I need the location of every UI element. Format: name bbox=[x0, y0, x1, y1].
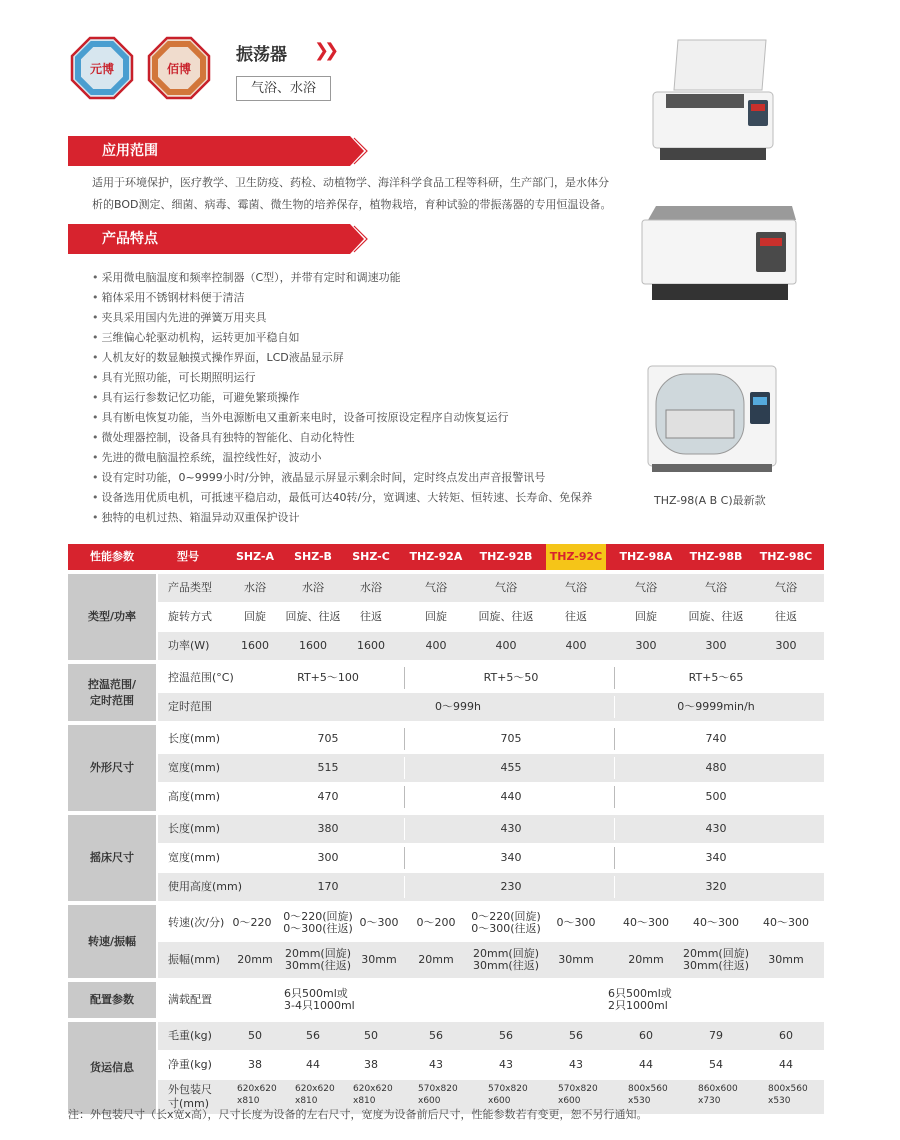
cell-divider bbox=[614, 786, 615, 808]
cell: 30mm bbox=[768, 953, 804, 966]
cell: 705 bbox=[317, 732, 339, 745]
group-control bbox=[68, 664, 824, 721]
cell: 170 bbox=[317, 880, 339, 893]
cell-divider bbox=[404, 667, 405, 689]
application-title: 应用范围 bbox=[102, 143, 158, 159]
feature-item: • 设备选用优质电机，可抵速平稳启动，最低可达40转/分，宽调速、大转矩、恒转速、长寿命、免保养 bbox=[92, 488, 632, 508]
row-load bbox=[158, 982, 824, 1018]
page-subtitle: 气浴、水浴 bbox=[236, 76, 331, 101]
cell: 44 bbox=[779, 1058, 793, 1071]
cell: 300 bbox=[775, 639, 797, 652]
group-label-line: 控温范围/ bbox=[87, 677, 137, 691]
cell-divider bbox=[614, 876, 615, 898]
row-label: 功率(W) bbox=[168, 639, 210, 652]
cell: 回旋、往返 bbox=[285, 610, 341, 623]
cell: 300 bbox=[705, 639, 727, 652]
cell: 气浴 bbox=[565, 581, 587, 594]
cell: 20mm(回旋) 30mm(往返) bbox=[284, 947, 351, 972]
cell: 1600 bbox=[299, 639, 327, 652]
cell: 50 bbox=[248, 1029, 262, 1042]
shaker-image-thz98 bbox=[646, 352, 778, 474]
feature-item: • 先进的微电脑温控系统，温控线性好，波动小 bbox=[92, 448, 632, 468]
feature-item: • 具有断电恢复功能，当外电源断电又重新来电时，设备可按原设定程序自动恢复运行 bbox=[92, 408, 632, 428]
cell: 320 bbox=[705, 880, 727, 893]
row-bed-length bbox=[158, 815, 824, 843]
cell: 230 bbox=[500, 880, 522, 893]
row-net-weight bbox=[158, 1051, 824, 1079]
row-label: 宽度(mm) bbox=[168, 761, 221, 774]
row-length bbox=[158, 725, 824, 753]
model-col: SHZ-C bbox=[352, 550, 390, 563]
row-label-line: 寸(mm) bbox=[168, 1097, 210, 1110]
row-temp-range bbox=[158, 664, 824, 692]
cell: 470 bbox=[317, 790, 339, 803]
row-label: 转速(次/分) bbox=[168, 916, 225, 929]
cell: 570x820 x600 bbox=[558, 1084, 598, 1106]
cell: 430 bbox=[705, 822, 727, 835]
group-label: 摇床尺寸 bbox=[68, 815, 156, 901]
feature-item: • 人机友好的数显触摸式操作界面，LCD液晶显示屏 bbox=[92, 348, 632, 368]
image-caption: THZ-98(A B C)最新款 bbox=[654, 494, 766, 507]
cell: 570x820 x600 bbox=[418, 1084, 458, 1106]
cell: RT+5～50 bbox=[483, 671, 539, 684]
feature-item: • 具有运行参数记忆功能，可避免繁琐操作 bbox=[92, 388, 632, 408]
feature-item: • 设有定时功能，0~9999小时/分钟，液晶显示屏显示剩余时间，定时终点发出声音报警讯号 bbox=[92, 468, 632, 488]
cell: 480 bbox=[705, 761, 727, 774]
cell: 43 bbox=[569, 1058, 583, 1071]
row-rotation bbox=[158, 603, 824, 631]
cell: 38 bbox=[364, 1058, 378, 1071]
cell: 340 bbox=[705, 851, 727, 864]
row-power bbox=[158, 632, 824, 660]
group-label bbox=[68, 664, 156, 721]
cell: 水浴 bbox=[302, 581, 324, 594]
group-dimensions bbox=[68, 725, 824, 811]
application-banner bbox=[68, 136, 368, 166]
row-label: 控温范围(°C) bbox=[168, 671, 234, 684]
cell: 43 bbox=[429, 1058, 443, 1071]
footnote: 注：外包装尺寸（长x宽x高），尺寸长度为设备的左右尺寸，宽度为设备前后尺寸，性能参数若有变更，恕不另行通知。 bbox=[68, 1108, 648, 1121]
cell: 往返 bbox=[775, 610, 797, 623]
cell: 455 bbox=[500, 761, 522, 774]
cell-divider bbox=[614, 728, 615, 750]
group-label: 转速/振幅 bbox=[68, 905, 156, 978]
cell-divider bbox=[614, 757, 615, 779]
cell: 800x560 x530 bbox=[768, 1084, 808, 1106]
cell-divider bbox=[614, 667, 615, 689]
cell: 0～999h bbox=[435, 700, 481, 713]
cell: 60 bbox=[639, 1029, 653, 1042]
cell: 620x620 x810 bbox=[295, 1084, 335, 1106]
cell: 54 bbox=[709, 1058, 723, 1071]
cell: 回旋 bbox=[244, 610, 266, 623]
group-speed-amplitude bbox=[68, 905, 824, 978]
group-label: 外形尺寸 bbox=[68, 725, 156, 811]
cell: 30mm bbox=[361, 953, 397, 966]
cell-divider bbox=[404, 818, 405, 840]
cell-divider bbox=[614, 818, 615, 840]
group-label-line: 定时范围 bbox=[90, 693, 134, 707]
cell: 0～220(回旋) 0～300(往返) bbox=[283, 910, 353, 935]
application-text: 适用于环境保护，医疗教学、卫生防疫、药检、动植物学、海洋科学食品工程等科研，生产部门，是水体分析的BOD测定、细菌、病毒、霉菌、微生物的培养保存，植物栽培，育种试验的带振荡器的专用恒温设备。 bbox=[92, 176, 612, 211]
row-bed-height bbox=[158, 873, 824, 901]
cell: 340 bbox=[500, 851, 522, 864]
cell: 20mm bbox=[628, 953, 664, 966]
spec-table bbox=[68, 544, 824, 1114]
cell: 40～300 bbox=[693, 916, 739, 929]
feature-item: • 三维偏心轮驱动机构，运转更加平稳自如 bbox=[92, 328, 632, 348]
cell: 回旋 bbox=[635, 610, 657, 623]
feature-item: • 采用微电脑温度和频率控制器（C型），并带有定时和调速功能 bbox=[92, 268, 632, 288]
cell: 50 bbox=[364, 1029, 378, 1042]
row-label: 长度(mm) bbox=[168, 732, 221, 745]
cell: 20mm bbox=[237, 953, 273, 966]
row-label: 定时范围 bbox=[168, 700, 212, 713]
shaker-image-water-bath bbox=[638, 198, 800, 308]
feature-item: • 独特的电机过热、箱温异动双重保护设计 bbox=[92, 508, 632, 528]
cell: 20mm bbox=[418, 953, 454, 966]
cell: 440 bbox=[500, 790, 522, 803]
group-label: 类型/功率 bbox=[68, 574, 156, 660]
cell: 56 bbox=[499, 1029, 513, 1042]
cell: 740 bbox=[705, 732, 727, 745]
row-gross-weight bbox=[158, 1022, 824, 1050]
cell: 500 bbox=[705, 790, 727, 803]
row-height bbox=[158, 783, 824, 811]
cell: 56 bbox=[429, 1029, 443, 1042]
cell: 20mm(回旋) 30mm(往返) bbox=[682, 947, 749, 972]
yuanbo-logo bbox=[70, 36, 134, 100]
cell: 0～300 bbox=[556, 916, 596, 929]
cell: 800x560 x530 bbox=[628, 1084, 668, 1106]
spec-header-label: 性能参数 bbox=[90, 550, 134, 563]
group-shipping bbox=[68, 1022, 824, 1114]
cell: 0～200 bbox=[416, 916, 456, 929]
row-label: 旋转方式 bbox=[168, 610, 212, 623]
group-type-power bbox=[68, 574, 824, 660]
row-label: 净重(kg) bbox=[168, 1058, 212, 1071]
cell: 气浴 bbox=[425, 581, 447, 594]
cell: 860x600 x730 bbox=[698, 1084, 738, 1106]
cell: 400 bbox=[425, 639, 447, 652]
cell-divider bbox=[404, 757, 405, 779]
cell: 1600 bbox=[357, 639, 385, 652]
model-col: THZ-98A bbox=[619, 550, 673, 563]
model-col: THZ-92A bbox=[409, 550, 463, 563]
cell: 43 bbox=[499, 1058, 513, 1071]
spec-model-label: 型号 bbox=[177, 550, 199, 563]
cell: 水浴 bbox=[360, 581, 382, 594]
cell-divider bbox=[614, 696, 615, 718]
cell: 0～220(回旋) 0～300(往返) bbox=[471, 910, 541, 935]
cell: 0～220 bbox=[232, 916, 272, 929]
shaker-image-open-lid bbox=[650, 36, 776, 168]
page-title: 振荡器 bbox=[236, 45, 287, 65]
cell: 气浴 bbox=[495, 581, 517, 594]
cell: 620x620 x810 bbox=[353, 1084, 393, 1106]
row-label: 毛重(kg) bbox=[168, 1029, 212, 1042]
row-label: 振幅(mm) bbox=[168, 953, 221, 966]
cell: 60 bbox=[779, 1029, 793, 1042]
cell: 20mm(回旋) 30mm(往返) bbox=[472, 947, 539, 972]
cell: RT+5～65 bbox=[688, 671, 744, 684]
group-config bbox=[68, 982, 824, 1018]
cell: 往返 bbox=[565, 610, 587, 623]
cell-divider bbox=[404, 876, 405, 898]
cell: 44 bbox=[306, 1058, 320, 1071]
row-label: 高度(mm) bbox=[168, 790, 221, 803]
model-col: THZ-98C bbox=[759, 550, 813, 563]
cell: 56 bbox=[569, 1029, 583, 1042]
cell: 56 bbox=[306, 1029, 320, 1042]
row-label: 满载配置 bbox=[168, 993, 212, 1006]
cell: 620x620 x810 bbox=[237, 1084, 277, 1106]
cell: 回旋、往返 bbox=[688, 610, 744, 623]
cell-divider bbox=[404, 786, 405, 808]
model-col: THZ-98B bbox=[689, 550, 743, 563]
group-label: 配置参数 bbox=[68, 982, 156, 1018]
cell: 0～300 bbox=[359, 916, 399, 929]
row-amplitude bbox=[158, 942, 824, 978]
cell: 380 bbox=[317, 822, 339, 835]
cell: 515 bbox=[317, 761, 339, 774]
feature-item: • 微处理器控制，设备具有独特的智能化、自动化特性 bbox=[92, 428, 632, 448]
model-col: SHZ-A bbox=[236, 550, 274, 563]
cell-divider bbox=[614, 847, 615, 869]
features-list bbox=[92, 268, 632, 528]
cell-divider bbox=[404, 728, 405, 750]
row-label: 产品类型 bbox=[168, 581, 212, 594]
cell: 400 bbox=[495, 639, 517, 652]
cell: 1600 bbox=[241, 639, 269, 652]
cell: 300 bbox=[635, 639, 657, 652]
cell: 回旋、往返 bbox=[478, 610, 534, 623]
cell: 水浴 bbox=[244, 581, 266, 594]
row-label-line: 外包装尺 bbox=[168, 1083, 212, 1096]
feature-item: • 箱体采用不锈钢材料便于清洁 bbox=[92, 288, 632, 308]
features-banner bbox=[68, 224, 368, 254]
cell: 气浴 bbox=[775, 581, 797, 594]
cell: 300 bbox=[317, 851, 339, 864]
row-product-type bbox=[158, 574, 824, 602]
cell: 往返 bbox=[360, 610, 382, 623]
cell: 400 bbox=[565, 639, 587, 652]
yuanbo-logo-text: 元博 bbox=[89, 62, 115, 76]
row-bed-width bbox=[158, 844, 824, 872]
row-label: 长度(mm) bbox=[168, 822, 221, 835]
spec-header-row bbox=[68, 544, 824, 570]
cell: 6只500ml或 3-4只1000ml bbox=[284, 987, 355, 1012]
baibo-logo-text: 佰博 bbox=[166, 62, 192, 76]
double-chevron-icon: ❯❯ bbox=[314, 40, 335, 61]
cell: 430 bbox=[500, 822, 522, 835]
cell: 38 bbox=[248, 1058, 262, 1071]
group-shaker-bed bbox=[68, 815, 824, 901]
cell: 570x820 x600 bbox=[488, 1084, 528, 1106]
feature-item: • 具有光照功能，可长期照明运行 bbox=[92, 368, 632, 388]
cell: 30mm bbox=[558, 953, 594, 966]
cell: 6只500ml或 2只1000ml bbox=[608, 987, 672, 1012]
cell: 40～300 bbox=[763, 916, 809, 929]
model-col-highlighted: THZ-92C bbox=[546, 544, 606, 570]
row-width bbox=[158, 754, 824, 782]
row-speed bbox=[158, 905, 824, 941]
feature-item: • 夹具采用国内先进的弹簧万用夹具 bbox=[92, 308, 632, 328]
row-label: 使用高度(mm) bbox=[168, 880, 243, 893]
row-label: 宽度(mm) bbox=[168, 851, 221, 864]
cell: 79 bbox=[709, 1029, 723, 1042]
model-col: SHZ-B bbox=[294, 550, 332, 563]
baibo-logo bbox=[147, 36, 211, 100]
cell: RT+5～100 bbox=[297, 671, 359, 684]
cell: 气浴 bbox=[705, 581, 727, 594]
cell: 705 bbox=[500, 732, 522, 745]
cell: 气浴 bbox=[635, 581, 657, 594]
row-timer-range bbox=[158, 693, 824, 721]
cell: 44 bbox=[639, 1058, 653, 1071]
features-title: 产品特点 bbox=[102, 231, 158, 247]
cell: 0～9999min/h bbox=[677, 700, 755, 713]
cell: 回旋 bbox=[425, 610, 447, 623]
cell: 40～300 bbox=[623, 916, 669, 929]
model-col: THZ-92B bbox=[479, 550, 533, 563]
cell-divider bbox=[404, 847, 405, 869]
group-label: 货运信息 bbox=[68, 1022, 156, 1114]
